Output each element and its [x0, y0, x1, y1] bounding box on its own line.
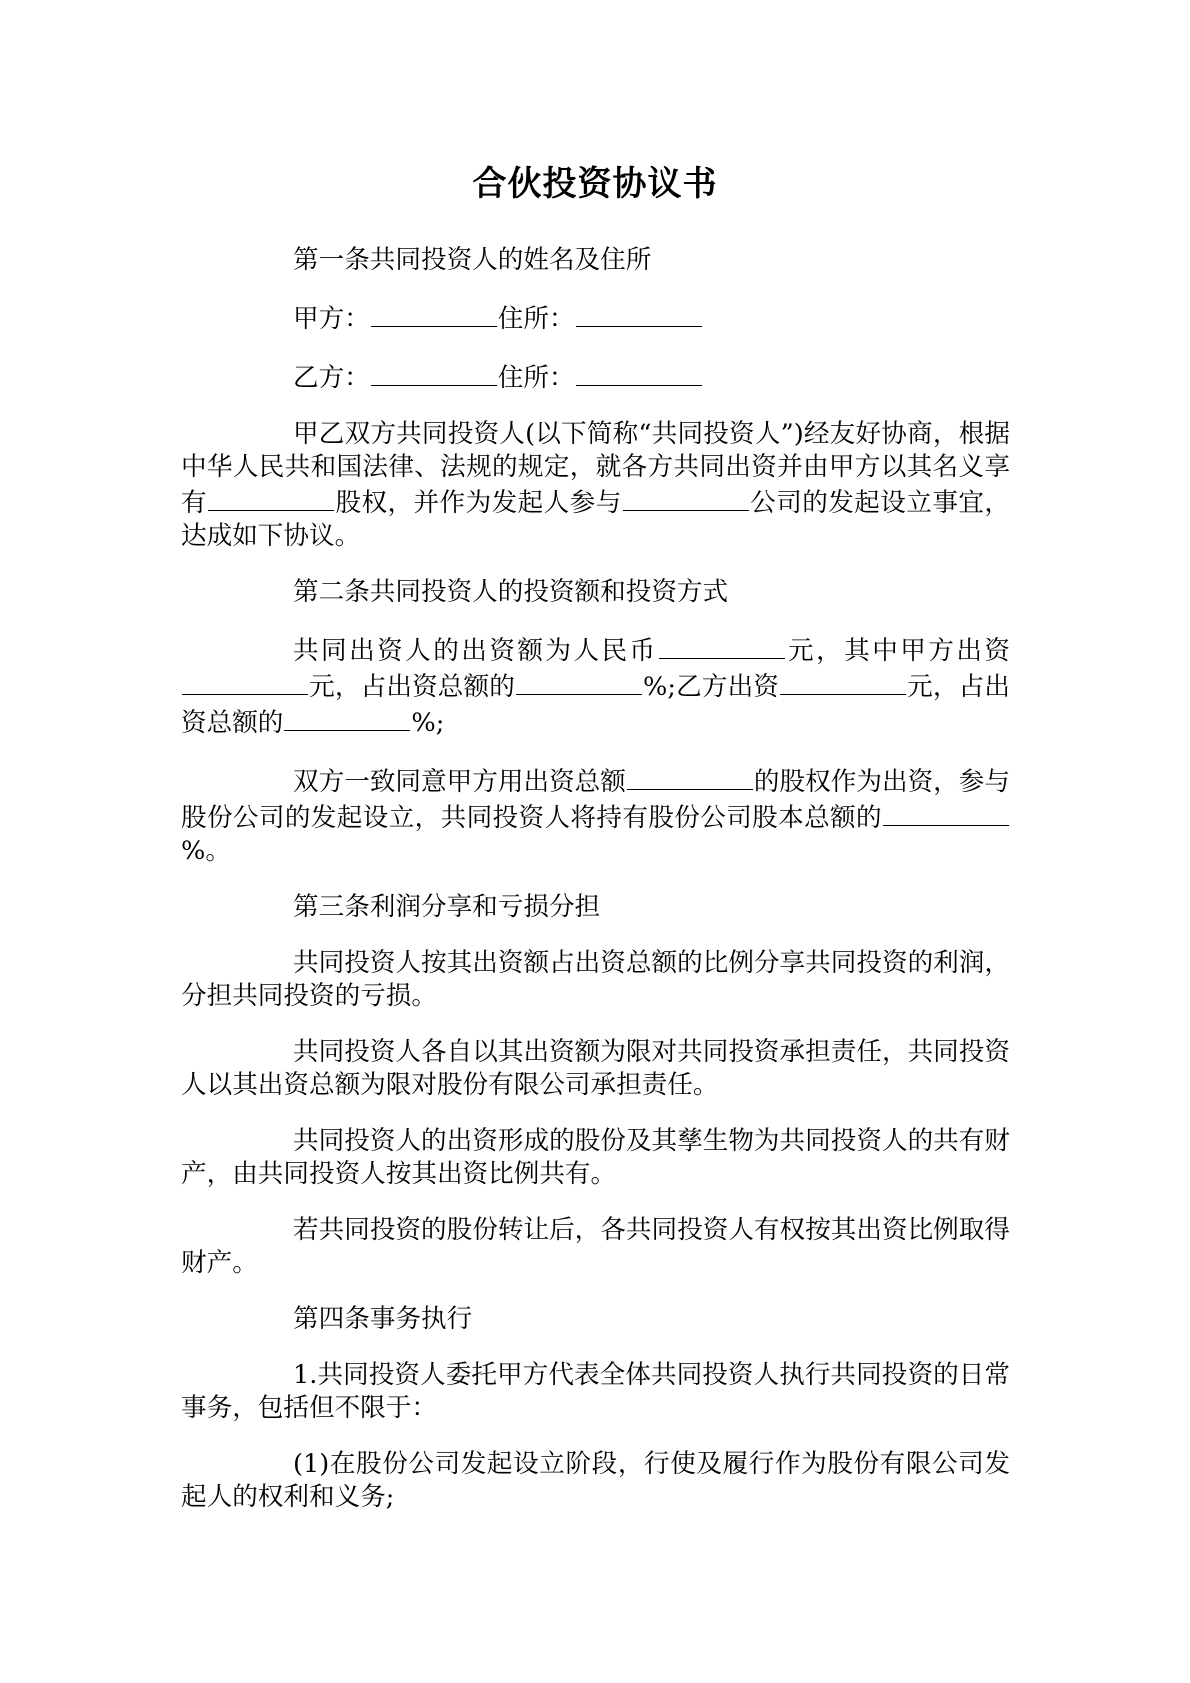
- company-name-blank[interactable]: [623, 484, 749, 511]
- investment-text-a: 共同出资人的出资额为人民币: [293, 636, 658, 666]
- party-a-address-label: 住所：: [497, 304, 575, 334]
- equity-text-b: 的股权作为出资，参与股份公司的发起设立，共同投资人将持有股份公司股本总额的: [181, 767, 1010, 833]
- document-title: 合伙投资协议书: [472, 164, 718, 204]
- article-3-paragraph-4: 若共同投资的股份转让后，各共同投资人有权按其出资比例取得财产。: [181, 1215, 1010, 1278]
- document-body: [181, 244, 1010, 1537]
- party-a-name-blank[interactable]: [371, 300, 497, 327]
- party-b-address-label: 住所：: [497, 363, 575, 393]
- article-3-paragraph-2: 共同投资人各自以其出资额为限对共同投资承担责任，共同投资人以其出资总额为限对股份有限公司承担责任。: [181, 1037, 1010, 1100]
- party-b-address-blank[interactable]: [576, 359, 702, 386]
- equity-contribution-paragraph: [181, 763, 1010, 868]
- preamble-paragraph: [181, 418, 1010, 553]
- preamble-text-3: 公司的发起设立事宜，达成如下协议。: [181, 488, 1010, 551]
- party-a-percent-blank[interactable]: [516, 668, 642, 695]
- article-2-heading: 第二条共同投资人的投资额和投资方式: [293, 577, 729, 607]
- party-b-line: [181, 359, 1010, 395]
- preamble-text-2: 股权，并作为发起人参与: [335, 488, 622, 518]
- party-b-name-blank[interactable]: [371, 359, 497, 386]
- party-a-line: [181, 300, 1010, 336]
- article-3-paragraph-3: 共同投资人的出资形成的股份及其孳生物为共同投资人的共有财产，由共同投资人按其出资比例共有。: [181, 1126, 1010, 1189]
- article-4-heading: 第四条事务执行: [293, 1304, 473, 1334]
- equity-blank[interactable]: [208, 484, 334, 511]
- article-4-paragraph-1: 1.共同投资人委托甲方代表全体共同投资人执行共同投资的日常事务，包括但不限于：: [181, 1360, 1010, 1423]
- party-b-label: 乙方：: [293, 363, 370, 393]
- article-3-paragraph-1: 共同投资人按其出资额占出资总额的比例分享共同投资的利润，分担共同投资的亏损。: [181, 948, 1010, 1011]
- article-3-heading: 第三条利润分享和亏损分担: [293, 892, 601, 922]
- party-a-address-blank[interactable]: [576, 300, 702, 327]
- equity-text-a: 双方一致同意甲方用出资总额: [293, 767, 626, 797]
- article-4-paragraph-2: (1)在股份公司发起设立阶段，行使及履行作为股份有限公司发起人的权利和义务;: [181, 1449, 1010, 1512]
- investment-text-c: 元，占出资总额的: [309, 672, 516, 702]
- investment-amount-paragraph: [181, 632, 1010, 740]
- party-a-label: 甲方：: [293, 304, 370, 334]
- investment-text-b: 元，其中甲方出资: [785, 636, 1010, 666]
- investment-text-e: 元，占出资总额的: [181, 672, 1010, 738]
- article-1-heading: 第一条共同投资人的姓名及住所: [293, 245, 652, 275]
- share-percent-blank[interactable]: [883, 799, 1009, 826]
- total-amount-blank[interactable]: [659, 632, 785, 659]
- equity-text-c: %。: [181, 836, 231, 866]
- party-b-percent-blank[interactable]: [284, 704, 410, 731]
- equity-total-blank[interactable]: [627, 763, 753, 790]
- investment-text-d: %;乙方出资: [643, 672, 780, 702]
- party-b-amount-blank[interactable]: [780, 668, 906, 695]
- party-a-amount-blank[interactable]: [182, 668, 308, 695]
- preamble-text-1: 甲乙双方共同投资人(以下简称“共同投资人”)经友好协商，根据中华人民共和国法律、法规的规定，就各方共同出资并由甲方以其名义享有: [181, 419, 1010, 518]
- investment-text-f: %;: [411, 708, 445, 738]
